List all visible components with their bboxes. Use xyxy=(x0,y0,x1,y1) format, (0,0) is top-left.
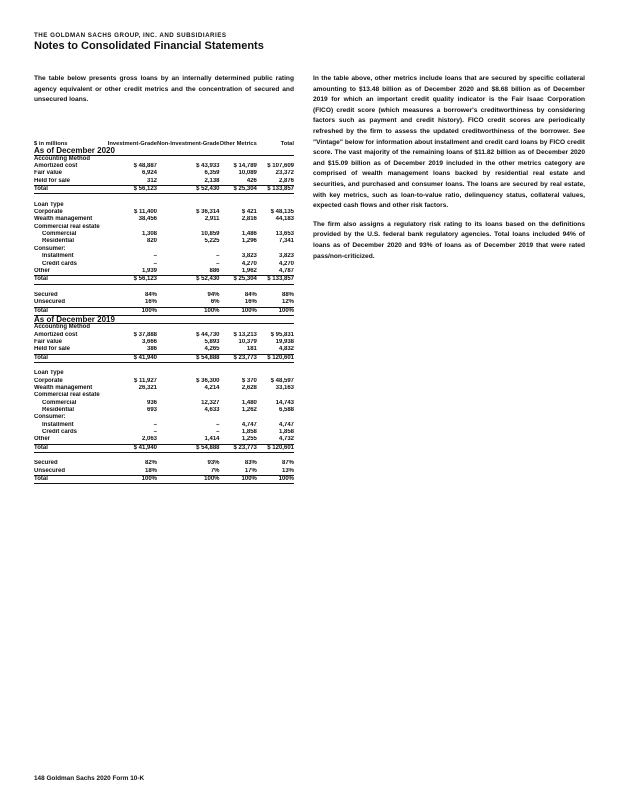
table-row xyxy=(34,261,294,268)
table-cell: 3,823 xyxy=(241,253,257,260)
row-label: Total xyxy=(34,444,108,452)
row-label: Total xyxy=(34,476,108,484)
table-cell: 12% xyxy=(281,299,294,306)
table-cell: $ 48,597 xyxy=(270,377,294,384)
table-cell: $ 13,213 xyxy=(233,331,257,338)
table-cell: 820 xyxy=(147,238,158,245)
table-row xyxy=(34,209,294,216)
table-row xyxy=(34,460,294,467)
spacer-cell xyxy=(34,284,294,292)
column-header: Total xyxy=(280,140,294,147)
table-cell: $ 23,773 xyxy=(220,354,257,362)
page-footer: 148 Goldman Sachs 2020 Form 10-K xyxy=(34,775,145,782)
table-total-row xyxy=(34,354,294,362)
table-row xyxy=(34,253,294,260)
row-label: Residential xyxy=(42,238,75,245)
group-label: Commercial real estate xyxy=(34,392,100,399)
table-cell: 6,588 xyxy=(278,407,294,414)
group-label-row xyxy=(34,224,294,231)
group-label-row xyxy=(34,155,294,163)
table-cell: 4,787 xyxy=(278,267,294,274)
group-label: Accounting Method xyxy=(34,155,90,162)
table-cell: $ 56,123 xyxy=(108,276,157,284)
table-cell: $ 25,304 xyxy=(220,186,257,194)
page-title: Notes to Consolidated Financial Statements xyxy=(34,40,264,52)
column-header: Other Metrics xyxy=(219,140,257,147)
table-cell: 84% xyxy=(244,291,257,298)
table-cell: 3,666 xyxy=(142,338,158,345)
table-cell: 23,372 xyxy=(275,170,294,177)
table-cell: 5,893 xyxy=(204,338,220,345)
row-label: Commercial xyxy=(42,399,77,406)
table-row xyxy=(34,468,294,476)
row-label: Installment xyxy=(42,253,74,260)
row-label: Credit cards xyxy=(42,260,78,267)
table-cell: 100% xyxy=(157,307,220,315)
table-cell: $ 95,831 xyxy=(270,331,294,338)
table-cell: 94% xyxy=(207,291,220,298)
table-row xyxy=(34,299,294,307)
row-label: Total xyxy=(34,276,108,284)
row-label: Wealth management xyxy=(34,216,93,223)
group-label: Loan Type xyxy=(34,201,64,208)
row-label: Commercial xyxy=(42,231,77,238)
group-label: Consumer: xyxy=(34,245,66,252)
table-cell: 1,480 xyxy=(241,399,257,406)
table-cell: 83% xyxy=(244,460,257,467)
table-row xyxy=(34,346,294,354)
table-body xyxy=(34,147,294,484)
table-cell: 6,359 xyxy=(204,170,220,177)
table-cell: $ 370 xyxy=(241,377,257,384)
table-cell: 100% xyxy=(220,307,257,315)
table-cell: 4,832 xyxy=(278,346,294,353)
row-label: Amortized cost xyxy=(34,163,78,170)
table-cell: – xyxy=(153,260,158,267)
table-row xyxy=(34,170,294,177)
table-row xyxy=(34,429,294,436)
table-cell: 7,341 xyxy=(278,238,294,245)
table-cell: 26,321 xyxy=(138,385,158,391)
table-cell: 93% xyxy=(207,460,220,467)
table-cell: 10,859 xyxy=(201,231,220,238)
table-row xyxy=(34,339,294,346)
table-cell: $ 14,789 xyxy=(233,163,257,170)
table-total-row xyxy=(34,307,294,315)
table-cell: 886 xyxy=(209,267,220,274)
table-cell: 17% xyxy=(244,467,257,474)
table-cell: 2,876 xyxy=(278,177,294,184)
column-header: Investment-Grade xyxy=(107,140,158,147)
table-row xyxy=(34,385,294,392)
table-cell: – xyxy=(153,253,158,260)
spacer-row xyxy=(34,284,294,292)
spacer-cell xyxy=(34,362,294,370)
table-cell: $ 41,940 xyxy=(108,444,157,452)
table-cell: 2,138 xyxy=(204,177,220,184)
table-cell: 386 xyxy=(147,346,158,353)
right-column xyxy=(313,74,585,262)
table-cell: 1,962 xyxy=(241,267,257,274)
table-total-row xyxy=(34,186,294,194)
row-label: Corporate xyxy=(34,209,63,216)
table-row xyxy=(34,231,294,238)
row-label: Residential xyxy=(42,407,75,414)
table-row xyxy=(34,332,294,339)
table-row xyxy=(34,422,294,429)
table-cell: 4,747 xyxy=(278,421,294,428)
table-cell: $ 23,773 xyxy=(220,444,257,452)
table-cell: 5,225 xyxy=(204,238,220,245)
section-title-row xyxy=(34,315,294,323)
column-header: $ in millions xyxy=(34,140,68,147)
table-cell: 84% xyxy=(145,291,158,298)
table-cell: 2,628 xyxy=(241,385,257,391)
group-label: Commercial real estate xyxy=(34,223,100,230)
body-paragraph: In the table above, other metrics include loans that are secured by specific collateral amounting to $13.48 billion as of December 2020 and $8.68 billion as of December 2019 for which an important credit quality indicator is the Fair Isaac Corporation (FICO) credit score (which measures a borrower's creditworthiness by considering factors such as payment and credit history). FICO credit scores are periodically refreshed by the firm to assess the updated creditworthiness of the borrower. See "Vintage" below for information about installment and credit card loans by FICO credit score. The vast majority of the remaining loans of $11.82 billion as of December 2020 and $15.09 billion as of December 2019 included in the other metrics category are comprised of wealth management loans backed by residential real estate and securities, and purchased and consumer loans. The loans are secured by real estate, with key metrics, such as loan-to-value ratio, delinquency status, collateral values, expected cash flows and other risk factors. xyxy=(313,75,585,210)
table-cell: 88% xyxy=(281,291,294,298)
table-cell: 1,296 xyxy=(241,238,257,245)
table-cell: 1,939 xyxy=(142,267,158,274)
table-cell: 1,414 xyxy=(204,436,220,443)
table-cell: $ 120,601 xyxy=(257,354,294,362)
table-cell: 6% xyxy=(210,299,220,306)
table-cell: 100% xyxy=(108,307,157,315)
spacer-row xyxy=(34,453,294,461)
row-label: Corporate xyxy=(34,377,63,384)
table-cell: 16% xyxy=(244,299,257,306)
row-label: Held for sale xyxy=(34,346,71,353)
running-head: THE GOLDMAN SACHS GROUP, INC. AND SUBSIDIARIES xyxy=(34,32,227,39)
table-cell: 4,265 xyxy=(204,346,220,353)
table-cell: 100% xyxy=(257,307,294,315)
table-cell: – xyxy=(216,429,220,436)
group-label: Accounting Method xyxy=(34,324,90,331)
section-title: As of December 2020 xyxy=(34,147,294,155)
row-label: Wealth management xyxy=(34,385,93,391)
group-label-row xyxy=(34,370,294,377)
table-cell: $ 48,135 xyxy=(270,209,294,216)
table-cell: – xyxy=(216,260,220,267)
row-label: Unsecured xyxy=(34,467,66,474)
section-title: As of December 2019 xyxy=(34,315,294,323)
group-label-row xyxy=(34,202,294,209)
group-label-row xyxy=(34,392,294,399)
table-row xyxy=(34,216,294,223)
table-cell: 1,262 xyxy=(241,407,257,414)
row-label: Total xyxy=(34,354,108,362)
table-cell: $ 37,888 xyxy=(133,331,158,338)
table-cell: 33,163 xyxy=(275,385,294,391)
table-cell: 936 xyxy=(147,399,158,406)
table-cell: 100% xyxy=(157,476,220,484)
spacer-row xyxy=(34,362,294,370)
table-row xyxy=(34,292,294,299)
table-cell: 14,743 xyxy=(275,399,294,406)
table-cell: 12,327 xyxy=(201,399,220,406)
table-cell: $ 43,933 xyxy=(196,163,220,170)
table-cell: $ 107,609 xyxy=(267,163,294,170)
table-row xyxy=(34,378,294,385)
table-cell: $ 52,430 xyxy=(157,276,220,284)
row-label: Installment xyxy=(42,421,74,428)
table-total-row xyxy=(34,476,294,484)
table-cell: $ 41,940 xyxy=(108,354,157,362)
table-cell: 100% xyxy=(108,476,157,484)
table-cell: $ 54,888 xyxy=(157,444,220,452)
table-cell: 4,633 xyxy=(204,407,220,414)
table-cell: 87% xyxy=(281,460,294,467)
table-total-row xyxy=(34,444,294,452)
table-cell: $ 421 xyxy=(241,209,257,216)
table-cell: 13% xyxy=(281,467,294,474)
table-cell: 44,183 xyxy=(275,216,294,223)
table-cell: $ 11,400 xyxy=(133,209,158,216)
intro-paragraph: The table below presents gross loans by an internally determined public rating agency equivalent or other credit metrics and the concentration of secured and unsecured loans. xyxy=(34,75,294,104)
table-cell: – xyxy=(216,421,220,428)
group-label: Consumer: xyxy=(34,414,66,421)
row-label: Fair value xyxy=(34,338,63,345)
table-cell: 3,823 xyxy=(278,253,294,260)
table-cell: $ 44,730 xyxy=(196,331,220,338)
table-cell: 426 xyxy=(246,177,257,184)
spacer-cell xyxy=(34,453,294,461)
table-cell: 100% xyxy=(220,476,257,484)
left-column xyxy=(34,74,294,106)
table-cell: $ 25,304 xyxy=(220,276,257,284)
table-cell: 82% xyxy=(145,460,158,467)
table-cell: 4,270 xyxy=(241,260,257,267)
table-cell: 1,858 xyxy=(241,429,257,436)
table-cell: $ 36,300 xyxy=(196,377,220,384)
row-label: Credit cards xyxy=(42,429,78,436)
table-cell: 2,063 xyxy=(142,436,158,443)
table-row xyxy=(34,238,294,245)
table-cell: $ 120,601 xyxy=(257,444,294,452)
table-cell: 1,486 xyxy=(241,231,257,238)
table-cell: 16% xyxy=(145,299,158,306)
row-label: Held for sale xyxy=(34,177,71,184)
gross-loans-table xyxy=(34,140,294,484)
row-label: Fair value xyxy=(34,170,63,177)
row-label: Unsecured xyxy=(34,299,66,306)
table-row xyxy=(34,436,294,444)
row-label: Amortized cost xyxy=(34,331,78,338)
table-cell: 4,214 xyxy=(204,385,220,391)
group-label-row xyxy=(34,324,294,332)
table-cell: 18% xyxy=(145,467,158,474)
section-title-row xyxy=(34,147,294,155)
table-cell: 1,308 xyxy=(142,231,158,238)
row-label: Total xyxy=(34,307,108,315)
table-cell: $ 52,430 xyxy=(157,186,220,194)
table-cell: 181 xyxy=(246,346,257,353)
column-header: Non-Investment-Grade xyxy=(157,140,220,147)
spacer-cell xyxy=(34,194,294,202)
row-label: Secured xyxy=(34,460,58,467)
table-cell: 38,456 xyxy=(138,216,158,223)
row-label: Total xyxy=(34,186,108,194)
table-cell: $ 36,314 xyxy=(196,209,220,216)
group-label-row xyxy=(34,414,294,421)
table-cell: 1,858 xyxy=(278,429,294,436)
group-label-row xyxy=(34,246,294,253)
table-cell: – xyxy=(216,253,220,260)
table-cell: 13,653 xyxy=(275,231,294,238)
table-cell: $ 11,927 xyxy=(133,377,158,384)
table-total-row xyxy=(34,276,294,284)
table-cell: 10,379 xyxy=(238,338,257,345)
table-row xyxy=(34,407,294,414)
table-cell: $ 48,887 xyxy=(133,163,158,170)
table-header-row xyxy=(34,140,294,147)
table-cell: 312 xyxy=(147,177,158,184)
table-cell: 10,089 xyxy=(238,170,257,177)
table-cell: 4,270 xyxy=(278,260,294,267)
table-cell: 4,732 xyxy=(278,436,294,443)
table-cell: 7% xyxy=(210,467,220,474)
row-label: Other xyxy=(34,436,51,443)
body-paragraph: The firm also assigns a regulatory risk rating to its loans based on the definitions provided by the U.S. federal bank regulatory agencies. Total loans included 94% of loans as of December 2020 and 93% of loans as of December 2019 that were rated pass/non-criticized. xyxy=(313,220,585,260)
table-cell: $ 133,857 xyxy=(257,276,294,284)
group-label: Loan Type xyxy=(34,370,64,377)
spacer-row xyxy=(34,194,294,202)
table-cell: 100% xyxy=(257,476,294,484)
table-cell: – xyxy=(153,429,158,436)
table-cell: – xyxy=(153,421,158,428)
table-cell: 4,747 xyxy=(241,421,257,428)
table-cell: $ 54,888 xyxy=(157,354,220,362)
table-cell: $ 133,857 xyxy=(257,186,294,194)
table-row xyxy=(34,400,294,407)
table-cell: 2,816 xyxy=(241,216,257,223)
table-row xyxy=(34,163,294,170)
table-cell: 2,911 xyxy=(204,216,220,223)
table-row xyxy=(34,178,294,186)
table-cell: 6,924 xyxy=(142,170,158,177)
table-cell: 19,938 xyxy=(275,338,294,345)
table-row xyxy=(34,268,294,276)
table-cell: 1,255 xyxy=(241,436,257,443)
table-cell: $ 56,123 xyxy=(108,186,157,194)
row-label: Other xyxy=(34,267,51,274)
table-cell: 693 xyxy=(147,407,158,414)
row-label: Secured xyxy=(34,291,58,298)
